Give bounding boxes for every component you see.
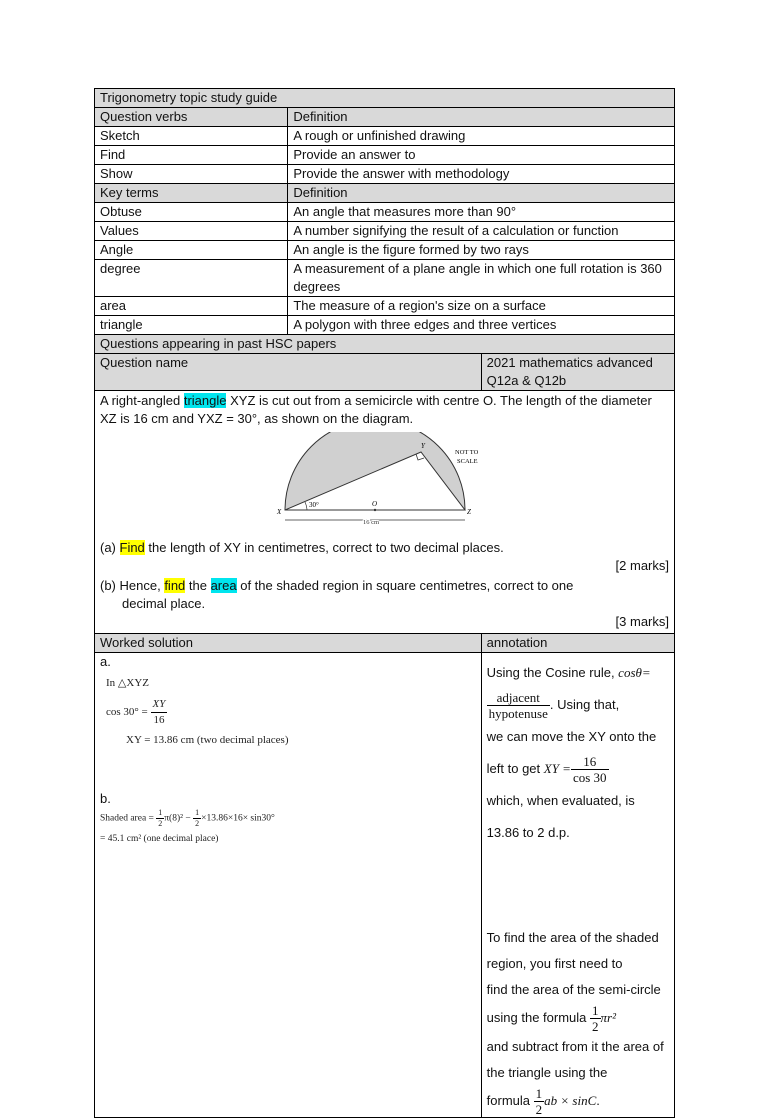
solution-a-label: a. <box>100 654 111 669</box>
annotation-b: To find the area of the shaded region, you first need to find the area of the semi-circle using the formula $\frac{1}{2}$ πr² and subtract from it the area of the triangle using the formula $\frac{1}{2}$ ab × sinC. <box>486 930 664 1118</box>
key-term-definition: A number signifying the result of a calculation or function <box>288 222 675 241</box>
verb-term: Find <box>95 146 288 165</box>
verb-term: Show <box>95 165 288 184</box>
key-term: Values <box>95 222 288 241</box>
solution-a: In △XYZ cos 30° = $\frac{XY}{16}$ XY = 13.86 cm (two decimal places) <box>106 677 289 746</box>
vertex-y: Y <box>420 442 425 450</box>
question-cell <box>95 391 675 634</box>
verb-definition: Provide an answer to <box>288 146 675 165</box>
key-term: degree <box>95 260 288 297</box>
part-a: (a) Find the length of XY in centimetres, correct to two decimal places. <box>100 540 504 555</box>
study-guide <box>94 88 675 1118</box>
study-guide-table <box>94 88 675 1118</box>
verbs-definition-header: Definition <box>288 108 675 127</box>
centre-o: O <box>371 500 377 508</box>
centre-point <box>373 509 375 511</box>
part-b-marks: [3 marks] <box>615 614 669 629</box>
diameter-label: 16 cm <box>362 519 379 526</box>
worked-solution-header: Worked solution <box>95 634 482 653</box>
terms-header: Key terms <box>95 184 288 203</box>
key-term: triangle <box>95 316 288 335</box>
highlight-find: Find <box>119 540 145 555</box>
not-to-scale-2: SCALE <box>456 458 478 465</box>
terms-definition-header: Definition <box>288 184 675 203</box>
semicircle-diagram <box>100 432 669 537</box>
key-term: Angle <box>95 241 288 260</box>
key-term-definition: An angle that measures more than 90° <box>288 203 675 222</box>
highlight-area: area <box>210 578 237 593</box>
key-term-definition: An angle is the figure formed by two rays <box>288 241 675 260</box>
verbs-header: Question verbs <box>95 108 288 127</box>
key-term: area <box>95 297 288 316</box>
question-name-value: 2021 mathematics advanced Q12a & Q12b <box>481 354 674 391</box>
not-to-scale-1: NOT TO <box>454 449 478 456</box>
semicircle-figure <box>275 432 495 532</box>
solution-b: Shaded area = $\frac{1}{2}$ π(8)² − $\frac{1}{2}$ ×13.86×16× sin30° = 45.1 cm² (one decimal place) <box>100 808 275 844</box>
annotation-cell <box>481 653 674 1118</box>
highlight-find-b: find <box>164 578 186 593</box>
verb-definition: A rough or unfinished drawing <box>288 127 675 146</box>
part-a-marks: [2 marks] <box>615 558 669 573</box>
highlight-triangle: triangle <box>183 393 227 408</box>
verb-term: Sketch <box>95 127 288 146</box>
vertex-z: Z <box>466 508 471 516</box>
guide-title: Trigonometry topic study guide <box>95 89 675 108</box>
key-term-definition: A measurement of a plane angle in which one full rotation is 360 degrees <box>288 260 675 297</box>
annotation-header: annotation <box>481 634 674 653</box>
verb-definition: Provide the answer with methodology <box>288 165 675 184</box>
key-term: Obtuse <box>95 203 288 222</box>
part-b: (b) Hence, find the area of the shaded region in square centimetres, correct to one decimal place. <box>100 578 574 611</box>
question-intro: A right-angled triangle XYZ is cut out from a semicircle with centre O. The length of the diameter XZ is 16 cm and YXZ = 30°, as shown on the diagram. <box>100 393 652 426</box>
angle-label: 30° <box>308 501 319 509</box>
solution-b-label: b. <box>100 791 111 806</box>
key-term-definition: The measure of a region's size on a surface <box>288 297 675 316</box>
annotation-a: Using the Cosine rule, cosθ= $\frac{\text{adjacent}}{\text{hypotenuse}}$ . Using that, we can move the XY onto the left to get XY = $\frac{16}{\cos 30}$ which, when evaluated, is 13.86 to 2 d.p. <box>486 665 657 841</box>
worked-solution-cell <box>95 653 482 1118</box>
vertex-x: X <box>276 508 281 516</box>
past-papers-header: Questions appearing in past HSC papers <box>95 335 675 354</box>
key-term-definition: A polygon with three edges and three vertices <box>288 316 675 335</box>
question-name-label: Question name <box>95 354 482 391</box>
